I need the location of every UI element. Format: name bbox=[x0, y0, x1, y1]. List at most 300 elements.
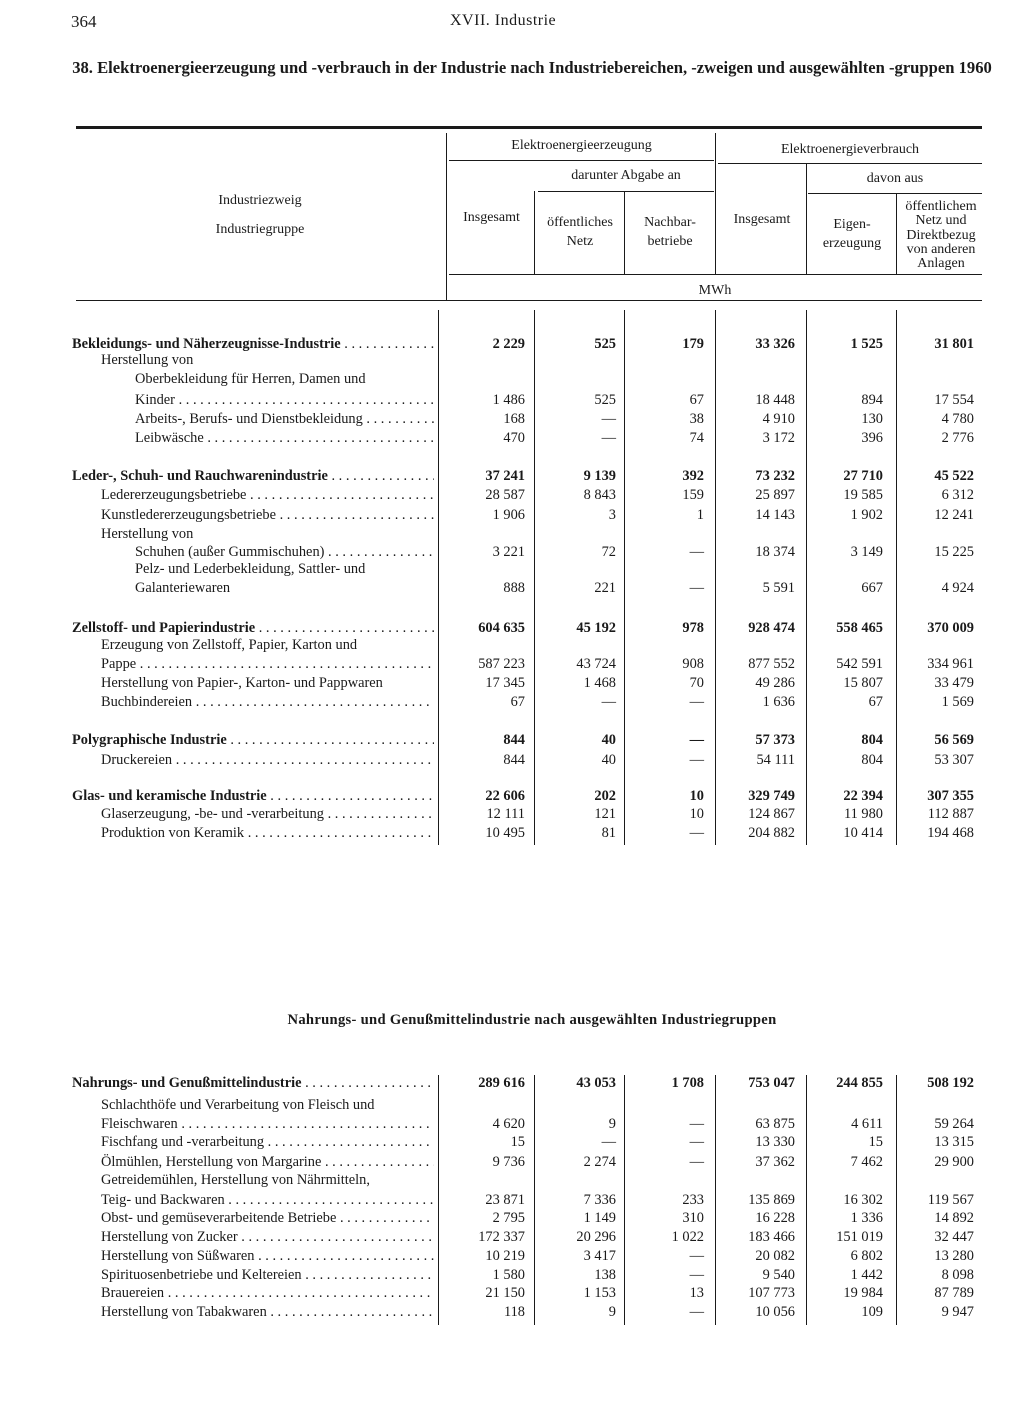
row-label-text: Schlachthöfe und Verarbeitung von Fleisch und bbox=[101, 1097, 375, 1113]
table-title: 38. Elektroenergieerzeugung und -verbrauch in der Industrie nach Industriebereichen, -zweigen und ausgewählten -gruppen 1960 bbox=[72, 58, 992, 77]
row-label-text: Brauereien bbox=[101, 1285, 165, 1301]
row-label-text: Obst- und gemüseverarbeitende Betriebe bbox=[101, 1210, 337, 1226]
cell-col-6: 9 947 bbox=[941, 1304, 974, 1320]
cell-col-4: 37 362 bbox=[755, 1154, 795, 1170]
cell-col-4: 57 373 bbox=[755, 732, 795, 748]
cell-col-5: 6 802 bbox=[850, 1248, 883, 1264]
cell-col-2: 43 724 bbox=[576, 656, 616, 672]
header-insgesamt-erzeugung: Insgesamt bbox=[463, 210, 520, 225]
table-row bbox=[0, 675, 1024, 695]
cell-col-6: 194 468 bbox=[927, 825, 974, 841]
row-label-text: Kunstledererzeugungsbetriebe bbox=[101, 507, 277, 523]
cell-col-6: 508 192 bbox=[927, 1075, 974, 1091]
cell-col-4: 49 286 bbox=[755, 675, 795, 691]
stub-header-2: Industriegruppe bbox=[215, 222, 305, 237]
cell-col-5: 1 525 bbox=[850, 336, 883, 352]
cell-col-1: 844 bbox=[503, 732, 525, 748]
table-row bbox=[0, 487, 1024, 507]
table-row bbox=[0, 1248, 1024, 1268]
cell-col-5: 3 149 bbox=[850, 544, 883, 560]
row-label-text: Herstellung von Tabakwaren bbox=[101, 1304, 267, 1320]
cell-col-1: 888 bbox=[503, 580, 525, 596]
header-nachbar: Nachbar- bbox=[644, 215, 696, 230]
row-label-text: Pelz- und Lederbekleidung, Sattler- und bbox=[135, 561, 366, 577]
cell-col-1: 118 bbox=[503, 1304, 525, 1320]
cell-col-3: 392 bbox=[682, 468, 704, 484]
row-label bbox=[101, 1267, 434, 1287]
cell-col-6: 4 924 bbox=[941, 580, 974, 596]
row-label bbox=[101, 1192, 434, 1212]
row-label-text: Nahrungs- und Genußmittelindustrie bbox=[72, 1075, 302, 1091]
cell-col-6: 53 307 bbox=[934, 752, 974, 768]
cell-col-6: 334 961 bbox=[927, 656, 974, 672]
row-label bbox=[101, 1304, 434, 1324]
cell-col-4: 135 869 bbox=[748, 1192, 795, 1208]
table-row bbox=[0, 1229, 1024, 1249]
cell-col-4: 18 448 bbox=[755, 392, 795, 408]
cell-col-5: 19 585 bbox=[843, 487, 883, 503]
cell-col-5: 15 807 bbox=[843, 675, 883, 691]
table-row bbox=[0, 526, 1024, 546]
table-row bbox=[0, 1285, 1024, 1305]
row-label-text: Zellstoff- und Papierindustrie bbox=[72, 620, 256, 636]
cell-col-6: 119 567 bbox=[927, 1192, 974, 1208]
cell-col-6: 4 780 bbox=[941, 411, 974, 427]
cell-col-5: 244 855 bbox=[836, 1075, 883, 1091]
cell-col-3: — bbox=[689, 1134, 704, 1150]
row-label-text: Ledererzeugungsbetriebe bbox=[101, 487, 247, 503]
row-label-text: Polygraphische Industrie bbox=[72, 732, 227, 748]
cell-col-2: 9 bbox=[608, 1116, 616, 1132]
row-label-text: Produktion von Keramik bbox=[101, 825, 245, 841]
row-label bbox=[101, 656, 434, 676]
row-label bbox=[135, 430, 434, 450]
table-row bbox=[0, 392, 1024, 412]
cell-col-1: 37 241 bbox=[485, 468, 525, 484]
cell-col-6: 112 887 bbox=[927, 806, 974, 822]
header-col-rule bbox=[624, 192, 625, 274]
cell-col-2: 3 bbox=[608, 507, 616, 523]
row-label bbox=[101, 1154, 434, 1174]
row-label-text: Kinder bbox=[135, 392, 175, 408]
table-row bbox=[0, 507, 1024, 527]
header-col-rule bbox=[446, 133, 447, 301]
cell-col-2: 45 192 bbox=[576, 620, 616, 636]
header-rule-unit bbox=[449, 274, 982, 275]
cell-col-1: 470 bbox=[503, 430, 525, 446]
table-row bbox=[0, 371, 1024, 391]
header-oeffentliches: öffentliches bbox=[547, 215, 613, 230]
cell-col-4: 1 636 bbox=[762, 694, 795, 710]
cell-col-5: 67 bbox=[868, 694, 883, 710]
table-row bbox=[0, 1172, 1024, 1192]
cell-col-2: 2 274 bbox=[583, 1154, 616, 1170]
cell-col-6: 14 892 bbox=[934, 1210, 974, 1226]
header-betriebe: betriebe bbox=[647, 234, 693, 249]
cell-col-2: 202 bbox=[594, 788, 616, 804]
cell-col-6: 2 776 bbox=[941, 430, 974, 446]
row-label bbox=[72, 732, 434, 752]
cell-col-6: 12 241 bbox=[934, 507, 974, 523]
row-label-text: Herstellung von bbox=[101, 526, 194, 542]
row-label-text: Leder-, Schuh- und Rauchwarenindustrie bbox=[72, 468, 328, 484]
cell-col-2: 8 843 bbox=[583, 487, 616, 503]
cell-col-2: — bbox=[601, 411, 616, 427]
cell-col-1: 172 337 bbox=[478, 1229, 525, 1245]
header-erzeugung: Elektroenergieerzeugung bbox=[511, 138, 652, 153]
cell-col-1: 2 795 bbox=[492, 1210, 525, 1226]
food-section-title: Nahrungs- und Genußmittelindustrie nach ausgewählten Industriegruppen bbox=[287, 1012, 777, 1028]
cell-col-4: 73 232 bbox=[755, 468, 795, 484]
header-unit: MWh bbox=[698, 283, 732, 298]
row-label bbox=[135, 411, 434, 431]
cell-col-6: 307 355 bbox=[927, 788, 974, 804]
cell-col-6: 13 315 bbox=[934, 1134, 974, 1150]
table-row bbox=[0, 752, 1024, 772]
cell-col-4: 18 374 bbox=[755, 544, 795, 560]
row-label-text: Galanteriewaren bbox=[135, 580, 231, 596]
row-label bbox=[135, 580, 434, 600]
table-row bbox=[0, 411, 1024, 431]
cell-col-4: 54 111 bbox=[756, 752, 795, 768]
cell-col-6: 6 312 bbox=[941, 487, 974, 503]
row-label-text: Pappe bbox=[101, 656, 137, 672]
row-label-text: Spirituosenbetriebe und Keltereien bbox=[101, 1267, 302, 1283]
cell-col-4: 10 056 bbox=[755, 1304, 795, 1320]
cell-col-4: 20 082 bbox=[755, 1248, 795, 1264]
table-row bbox=[0, 1267, 1024, 1287]
cell-col-3: 159 bbox=[682, 487, 704, 503]
cell-col-5: 7 462 bbox=[850, 1154, 883, 1170]
cell-col-3: — bbox=[689, 1116, 704, 1132]
cell-col-2: 138 bbox=[594, 1267, 616, 1283]
header-erzeugung-col: erzeugung bbox=[822, 236, 882, 251]
header-col-rule bbox=[806, 163, 807, 274]
cell-col-2: — bbox=[601, 430, 616, 446]
cell-col-3: 1 bbox=[696, 507, 704, 523]
cell-col-3: — bbox=[689, 694, 704, 710]
cell-col-5: 804 bbox=[861, 732, 883, 748]
row-label bbox=[135, 392, 434, 412]
cell-col-5: 542 591 bbox=[836, 656, 883, 672]
cell-col-4: 14 143 bbox=[755, 507, 795, 523]
row-label-text: Herstellung von bbox=[101, 352, 194, 368]
row-label bbox=[101, 694, 434, 714]
row-label-text: Leibwäsche bbox=[135, 430, 204, 446]
cell-col-4: 124 867 bbox=[748, 806, 795, 822]
row-label bbox=[101, 507, 434, 527]
cell-col-1: 1 486 bbox=[492, 392, 525, 408]
cell-col-2: 43 053 bbox=[576, 1075, 616, 1091]
row-label bbox=[72, 1075, 434, 1095]
cell-col-5: 22 394 bbox=[843, 788, 883, 804]
cell-col-2: 9 139 bbox=[583, 468, 616, 484]
cell-col-1: 10 495 bbox=[485, 825, 525, 841]
row-label bbox=[101, 1097, 434, 1117]
cell-col-3: 908 bbox=[682, 656, 704, 672]
row-label-text: Herstellung von Zucker bbox=[101, 1229, 238, 1245]
table-row bbox=[0, 1116, 1024, 1136]
cell-col-1: 4 620 bbox=[492, 1116, 525, 1132]
cell-col-1: 1 906 bbox=[492, 507, 525, 523]
table-group-row bbox=[0, 1075, 1024, 1095]
row-label-text: Erzeugung von Zellstoff, Papier, Karton und bbox=[101, 637, 358, 653]
row-label bbox=[72, 468, 434, 488]
cell-col-3: 978 bbox=[682, 620, 704, 636]
row-label bbox=[135, 561, 434, 581]
cell-col-1: 289 616 bbox=[478, 1075, 525, 1091]
header-oeff-netz-3: Direktbezug bbox=[906, 228, 976, 243]
cell-col-6: 17 554 bbox=[934, 392, 974, 408]
cell-col-2: 7 336 bbox=[583, 1192, 616, 1208]
row-label bbox=[101, 1229, 434, 1249]
cell-col-5: 4 611 bbox=[851, 1116, 883, 1132]
cell-col-2: 525 bbox=[594, 392, 616, 408]
cell-col-1: 12 111 bbox=[486, 806, 525, 822]
row-label bbox=[101, 1210, 434, 1230]
header-rule-davon bbox=[808, 193, 982, 194]
cell-col-2: 121 bbox=[594, 806, 616, 822]
cell-col-4: 753 047 bbox=[748, 1075, 795, 1091]
row-label-text: Druckereien bbox=[101, 752, 173, 768]
cell-col-6: 56 569 bbox=[934, 732, 974, 748]
row-label bbox=[101, 1285, 434, 1305]
cell-col-1: 3 221 bbox=[492, 544, 525, 560]
header-col-rule bbox=[896, 193, 897, 274]
cell-col-1: 1 580 bbox=[492, 1267, 525, 1283]
cell-col-1: 604 635 bbox=[478, 620, 525, 636]
stub-header-1: Industriezweig bbox=[218, 193, 302, 208]
row-label-text: Herstellung von Papier-, Karton- und Pappwaren bbox=[101, 675, 383, 691]
cell-col-2: 221 bbox=[594, 580, 616, 596]
cell-col-3: — bbox=[689, 544, 704, 560]
cell-col-2: 9 bbox=[608, 1304, 616, 1320]
cell-col-5: 396 bbox=[861, 430, 883, 446]
row-label bbox=[101, 1134, 434, 1154]
cell-col-1: 9 736 bbox=[492, 1154, 525, 1170]
row-label bbox=[101, 1116, 434, 1136]
cell-col-3: 233 bbox=[682, 1192, 704, 1208]
row-label bbox=[72, 788, 434, 808]
row-label bbox=[101, 752, 434, 772]
cell-col-4: 204 882 bbox=[748, 825, 795, 841]
row-label bbox=[101, 1248, 434, 1268]
header-eigen: Eigen- bbox=[833, 217, 871, 232]
cell-col-2: 1 149 bbox=[583, 1210, 616, 1226]
table-row bbox=[0, 352, 1024, 372]
row-label-text: Fischfang und -verarbeitung bbox=[101, 1134, 265, 1150]
cell-col-3: — bbox=[689, 1248, 704, 1264]
running-head: XVII. Industrie bbox=[450, 12, 557, 29]
row-label-text: Buchbindereien bbox=[101, 694, 193, 710]
cell-col-1: 22 606 bbox=[485, 788, 525, 804]
cell-col-2: 20 296 bbox=[576, 1229, 616, 1245]
cell-col-5: 894 bbox=[861, 392, 883, 408]
cell-col-6: 33 479 bbox=[934, 675, 974, 691]
cell-col-4: 5 591 bbox=[762, 580, 795, 596]
cell-col-6: 370 009 bbox=[927, 620, 974, 636]
cell-col-5: 1 336 bbox=[850, 1210, 883, 1226]
cell-col-3: 1 022 bbox=[671, 1229, 704, 1245]
cell-col-2: 72 bbox=[601, 544, 616, 560]
cell-col-3: — bbox=[689, 752, 704, 768]
cell-col-4: 63 875 bbox=[755, 1116, 795, 1132]
cell-col-4: 928 474 bbox=[748, 620, 795, 636]
cell-col-1: 844 bbox=[503, 752, 525, 768]
cell-col-6: 15 225 bbox=[934, 544, 974, 560]
cell-col-3: — bbox=[689, 580, 704, 596]
row-label-text: Bekleidungs- und Näherzeugnisse-Industrie bbox=[72, 336, 341, 352]
cell-col-3: 13 bbox=[689, 1285, 704, 1301]
row-label bbox=[101, 637, 434, 657]
header-rule-erzeugung bbox=[449, 160, 714, 161]
table-row bbox=[0, 1304, 1024, 1324]
cell-col-5: 151 019 bbox=[836, 1229, 883, 1245]
cell-col-1: 10 219 bbox=[485, 1248, 525, 1264]
header-rule-verbrauch bbox=[718, 163, 982, 164]
cell-col-5: 11 980 bbox=[843, 806, 883, 822]
cell-col-6: 45 522 bbox=[934, 468, 974, 484]
cell-col-3: — bbox=[689, 732, 704, 748]
cell-col-1: 67 bbox=[510, 694, 525, 710]
cell-col-5: 130 bbox=[861, 411, 883, 427]
table-group-row bbox=[0, 468, 1024, 488]
cell-col-2: 40 bbox=[601, 732, 616, 748]
header-oeff-netz-5: Anlagen bbox=[917, 256, 965, 271]
table-group-row bbox=[0, 788, 1024, 808]
cell-col-1: 2 229 bbox=[492, 336, 525, 352]
cell-col-1: 587 223 bbox=[478, 656, 525, 672]
cell-col-1: 17 345 bbox=[485, 675, 525, 691]
cell-col-3: 67 bbox=[689, 392, 704, 408]
table-group-row bbox=[0, 732, 1024, 752]
cell-col-4: 329 749 bbox=[748, 788, 795, 804]
header-bottom-rule bbox=[76, 300, 982, 301]
cell-col-4: 25 897 bbox=[755, 487, 795, 503]
header-darunter: darunter Abgabe an bbox=[571, 168, 681, 183]
cell-col-3: 74 bbox=[689, 430, 704, 446]
cell-col-5: 19 984 bbox=[843, 1285, 883, 1301]
table-row bbox=[0, 1134, 1024, 1154]
cell-col-3: 38 bbox=[689, 411, 704, 427]
cell-col-6: 31 801 bbox=[934, 336, 974, 352]
cell-col-5: 804 bbox=[861, 752, 883, 768]
cell-col-5: 10 414 bbox=[843, 825, 883, 841]
cell-col-2: 40 bbox=[601, 752, 616, 768]
cell-col-3: — bbox=[689, 825, 704, 841]
cell-col-6: 29 900 bbox=[934, 1154, 974, 1170]
cell-col-3: — bbox=[689, 1154, 704, 1170]
cell-col-4: 9 540 bbox=[762, 1267, 795, 1283]
row-label-text: Oberbekleidung für Herren, Damen und bbox=[135, 371, 366, 387]
cell-col-3: 179 bbox=[682, 336, 704, 352]
header-verbrauch: Elektroenergieverbrauch bbox=[780, 142, 920, 157]
row-label bbox=[101, 806, 434, 826]
cell-col-1: 15 bbox=[510, 1134, 525, 1150]
cell-col-3: 10 bbox=[689, 788, 704, 804]
row-label-text: Schuhen (außer Gummischuhen) bbox=[135, 544, 325, 560]
cell-col-2: 525 bbox=[594, 336, 616, 352]
row-label-text: Glaserzeugung, -be- und -verarbeitung bbox=[101, 806, 324, 822]
table-row bbox=[0, 561, 1024, 581]
cell-col-2: — bbox=[601, 1134, 616, 1150]
row-label-text: Glas- und keramische Industrie bbox=[72, 788, 267, 804]
row-label-text: Arbeits-, Berufs- und Dienstbekleidung bbox=[135, 411, 363, 427]
row-label bbox=[101, 675, 434, 695]
cell-col-2: 81 bbox=[601, 825, 616, 841]
row-label bbox=[101, 825, 434, 845]
table-row bbox=[0, 580, 1024, 600]
row-label bbox=[135, 371, 434, 391]
table-row bbox=[0, 1097, 1024, 1117]
cell-col-6: 13 280 bbox=[934, 1248, 974, 1264]
top-rule bbox=[76, 126, 982, 129]
cell-col-3: 10 bbox=[689, 806, 704, 822]
cell-col-1: 21 150 bbox=[485, 1285, 525, 1301]
header-col-rule bbox=[534, 191, 535, 274]
cell-col-5: 667 bbox=[861, 580, 883, 596]
cell-col-6: 1 569 bbox=[941, 694, 974, 710]
table-row bbox=[0, 806, 1024, 826]
row-label-text: Fleischwaren bbox=[101, 1116, 178, 1132]
cell-col-5: 1 902 bbox=[850, 507, 883, 523]
table-row bbox=[0, 825, 1024, 845]
row-label-text: Getreidemühlen, Herstellung von Nährmitteln, bbox=[101, 1172, 370, 1188]
header-rule-darunter bbox=[538, 191, 714, 192]
cell-col-6: 59 264 bbox=[934, 1116, 974, 1132]
row-label-text: Teig- und Backwaren bbox=[101, 1192, 225, 1208]
cell-col-4: 877 552 bbox=[748, 656, 795, 672]
header-oeff-netz-2: Netz und bbox=[915, 213, 967, 228]
cell-col-5: 16 302 bbox=[843, 1192, 883, 1208]
cell-col-2: — bbox=[601, 694, 616, 710]
table-row bbox=[0, 1154, 1024, 1174]
row-label bbox=[101, 352, 434, 372]
cell-col-4: 33 326 bbox=[755, 336, 795, 352]
cell-col-3: 310 bbox=[682, 1210, 704, 1226]
cell-col-4: 4 910 bbox=[762, 411, 795, 427]
cell-col-1: 23 871 bbox=[485, 1192, 525, 1208]
table-row bbox=[0, 694, 1024, 714]
cell-col-4: 13 330 bbox=[755, 1134, 795, 1150]
table-row bbox=[0, 1192, 1024, 1212]
table-row bbox=[0, 637, 1024, 657]
row-label bbox=[101, 526, 434, 546]
row-label-text: Ölmühlen, Herstellung von Margarine bbox=[101, 1154, 322, 1170]
page-number: 364 bbox=[71, 12, 97, 31]
header-insgesamt-verbrauch: Insgesamt bbox=[733, 212, 791, 227]
header-netz: Netz bbox=[566, 234, 594, 249]
cell-col-5: 27 710 bbox=[843, 468, 883, 484]
cell-col-1: 168 bbox=[503, 411, 525, 427]
table-row bbox=[0, 1210, 1024, 1230]
cell-col-5: 558 465 bbox=[836, 620, 883, 636]
cell-col-4: 3 172 bbox=[762, 430, 795, 446]
row-label bbox=[101, 1172, 434, 1192]
cell-col-5: 15 bbox=[868, 1134, 883, 1150]
cell-col-4: 16 228 bbox=[755, 1210, 795, 1226]
row-label bbox=[101, 487, 434, 507]
cell-col-3: 1 708 bbox=[671, 1075, 704, 1091]
cell-col-6: 32 447 bbox=[934, 1229, 974, 1245]
cell-col-2: 1 153 bbox=[583, 1285, 616, 1301]
header-oeff-netz-4: von anderen bbox=[906, 242, 976, 257]
cell-col-2: 3 417 bbox=[583, 1248, 616, 1264]
cell-col-5: 1 442 bbox=[850, 1267, 883, 1283]
cell-col-3: — bbox=[689, 1304, 704, 1320]
table-row bbox=[0, 656, 1024, 676]
header-oeff-netz-1: öffentlichem bbox=[905, 199, 977, 214]
